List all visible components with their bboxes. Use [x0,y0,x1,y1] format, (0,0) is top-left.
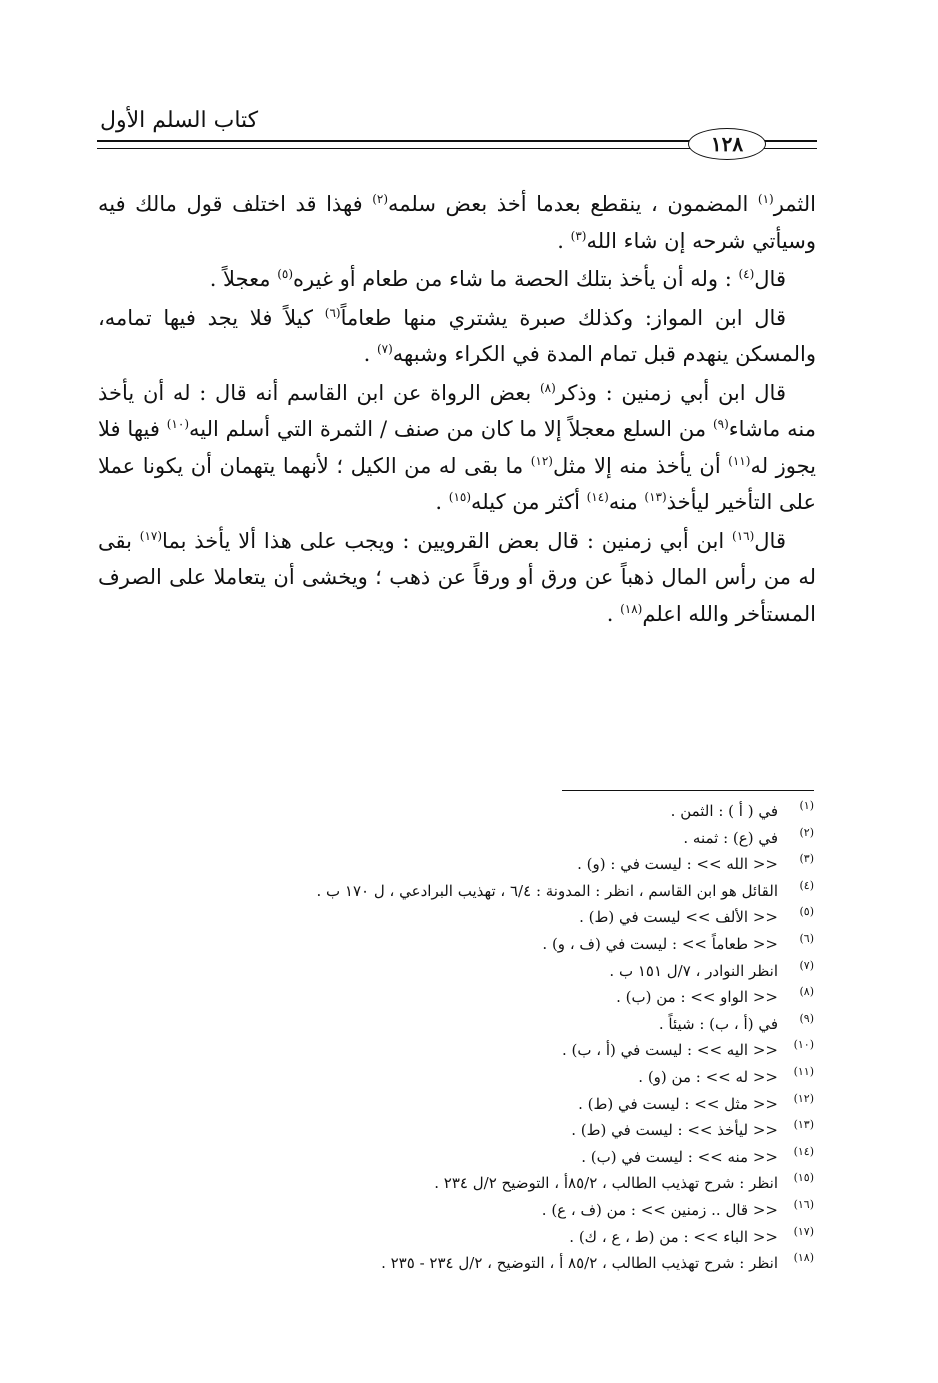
footnote-text: في ( أ ) : الثمن . [670,802,778,820]
footnote-item [98,958,816,985]
footnote-text: انظر النوادر ، ٧/ل ١٥١ ب . [609,961,778,980]
footnote-ref: (٢) [372,192,389,206]
footnote-ref: (٨) [539,380,556,395]
footnote-ref: (٣) [570,228,587,243]
footnote-text: << الباء >> : من (ط ، ع ، ك) . [569,1227,778,1246]
paragraph: قال ابن المواز: وكذلك صبرة يشتري منها طعاماً$^{(٦)}$ كيلاً فلا يجد فيها تمامه، والمسكن ينهدم قبل تمام المدة في الكراء وشبهه$^{(٧)}$ . [98,305,816,366]
footnote-text: << له >> : من (و) . [638,1067,778,1086]
footnote-item [98,1091,816,1118]
footnote-text: في (أ ، ب) : شيئاً . [658,1014,778,1033]
footnote-ref: (٧) [376,342,393,356]
paragraph: قال$^{(٤)}$ : وله أن يأخذ بتلك الحصة ما شاء من طعام أو غيره$^{(٥)}$ معجلاً . [209,267,786,291]
footnote-text: انظر : شرح تهذيب الطالب ، ٨٥/٢أ ، التوضيح ٢/ل ٢٣٤ . [434,1174,778,1193]
footnote-item [98,1011,816,1038]
footnote-number: (٤) [799,878,814,892]
footnote-ref: (١٦) [732,528,755,543]
footnote-item [98,904,816,931]
footnote-number: (١) [799,799,814,812]
footnote-ref: (٦) [324,305,341,320]
footnote-text: << قال .. زمنين >> : من (ف ، ع) . [541,1200,778,1219]
footnote-text: << مثل >> : ليست في (ط) . [578,1094,778,1113]
paragraph: قال$^{(١٦)}$ ابن أبي زمنين : قال بعض القرويين : ويجب على هذا ألا يأخذ بما$^{(١٧)}$ بقى له من رأس المال ذهباً عن ورق أو ورقاً عن ذهب ؛ ويخشى أن يتعاملا على الصرف المستأخر والله اعلم$^{(١٨)}$ . [98,528,816,626]
footnote-text: << طعاماً >> : ليست في (ف ، و) . [542,934,778,953]
footnote-ref: (٤) [738,267,755,281]
footnote-number: (١٦) [793,1197,814,1211]
footnote-ref: (١٥) [448,490,472,504]
footnote-item [98,878,816,905]
footnote-number: (١١) [793,1064,814,1078]
footnote-text: << منه >> : ليست في (ب) . [581,1147,778,1166]
footnote-ref: (١٣) [644,490,667,504]
footnote-number: (٢) [799,825,814,839]
footnote-item [98,851,816,878]
footnote-ref: (١) [757,192,774,206]
footnote-text: << اليه >> : ليست في (أ ، ب) . [561,1041,778,1060]
footnote-text: << الواو >> : من (ب) . [616,988,778,1007]
footnote-number: (٣) [799,852,814,866]
footnote-text: القائل هو ابن القاسم ، انظر : المدونة : ٦/٤ ، تهذيب البرادعي ، ل ١٧٠ ب . [316,881,778,900]
footnote-item [98,1037,816,1064]
footnote-item [98,825,816,852]
footnote-item [98,798,816,825]
footnote-number: (٧) [799,958,814,972]
footnote-item [98,1250,816,1277]
page-number: ١٢٨ [688,128,766,160]
footnote-item [98,1170,816,1197]
footnote-number: (١٧) [793,1224,814,1238]
main-text [98,186,816,632]
footnote-item [98,1144,816,1171]
footnote-text: انظر : شرح تهذيب الطالب ، ٨٥/٢ أ ، التوضيح ، ٢/ل ٢٣٤ - ٢٣٥ . [381,1254,778,1273]
paragraph: الثمر$^{(١)}$ المضمون ، ينقطع بعدما أخذ بعض سلمه$^{(٢)}$ فهذا قد اختلف قول مالك فيه وسيأتي شرحه إن شاء الله$^{(٣)}$ . [98,192,817,253]
footnote-number: (١٤) [793,1144,814,1158]
footnote-number: (٩) [799,1011,814,1025]
footnotes-list [98,798,816,1277]
footnote-number: (١٣) [793,1118,814,1132]
footnote-text: في (ع) : ثمنه . [683,828,778,847]
footnote-ref: (٥) [277,267,294,281]
footnote-text: << الألف >> ليست في (ط) . [579,908,778,927]
paragraph: قال ابن أبي زمنين : وذكر$^{(٨)}$ بعض الرواة عن ابن القاسم أنه قال : له أن يأخذ منه ماشاء$^{(٩)}$ من السلع معجلاً إلا ما كان من صنف / الثمرة التي أسلم اليه$^{(١٠)}$ فيها فلا يجوز له$^{(١١)}$ أن يأخذ منه إلا مثل$^{(١٢)}$ ما بقى له من الكيل ؛ لأنهما يتهمان أن يكونا عملا على التأخير ليأخذ$^{(١٣)}$ منه$^{(١٤)}$ أكثر من كيله$^{(١٥)}$ . [98,380,816,514]
footnote-text: << الله >> : ليست في : (و) . [577,855,778,874]
footnote-item [98,1117,816,1144]
footnote-text: << ليأخذ >> : ليست في (ط) . [571,1121,778,1140]
footnote-item [98,1197,816,1224]
footnote-number: (٥) [799,905,814,919]
footnote-ref: (١٤) [586,490,609,504]
footnote-number: (١٨) [793,1251,814,1265]
footnote-number: (١٥) [793,1171,814,1185]
footnote-ref: (١٢) [530,453,553,468]
footnote-separator [562,790,814,791]
footnote-ref: (٩) [712,417,729,431]
footnote-number: (٦) [799,931,814,945]
footnote-item [98,984,816,1011]
footnote-number: (١٢) [793,1091,814,1105]
footnote-ref: (١١) [728,453,751,468]
footnote-number: (١٠) [793,1038,814,1052]
running-header-title: كتاب السلم الأول [100,108,259,133]
footnote-ref: (١٠) [166,417,189,431]
footnote-item [98,1064,816,1091]
footnote-ref: (١٧) [139,528,163,543]
footnote-item [98,931,816,958]
footnote-item [98,1224,816,1251]
footnote-ref: (١٨) [620,601,643,616]
footnote-number: (٨) [799,985,814,999]
